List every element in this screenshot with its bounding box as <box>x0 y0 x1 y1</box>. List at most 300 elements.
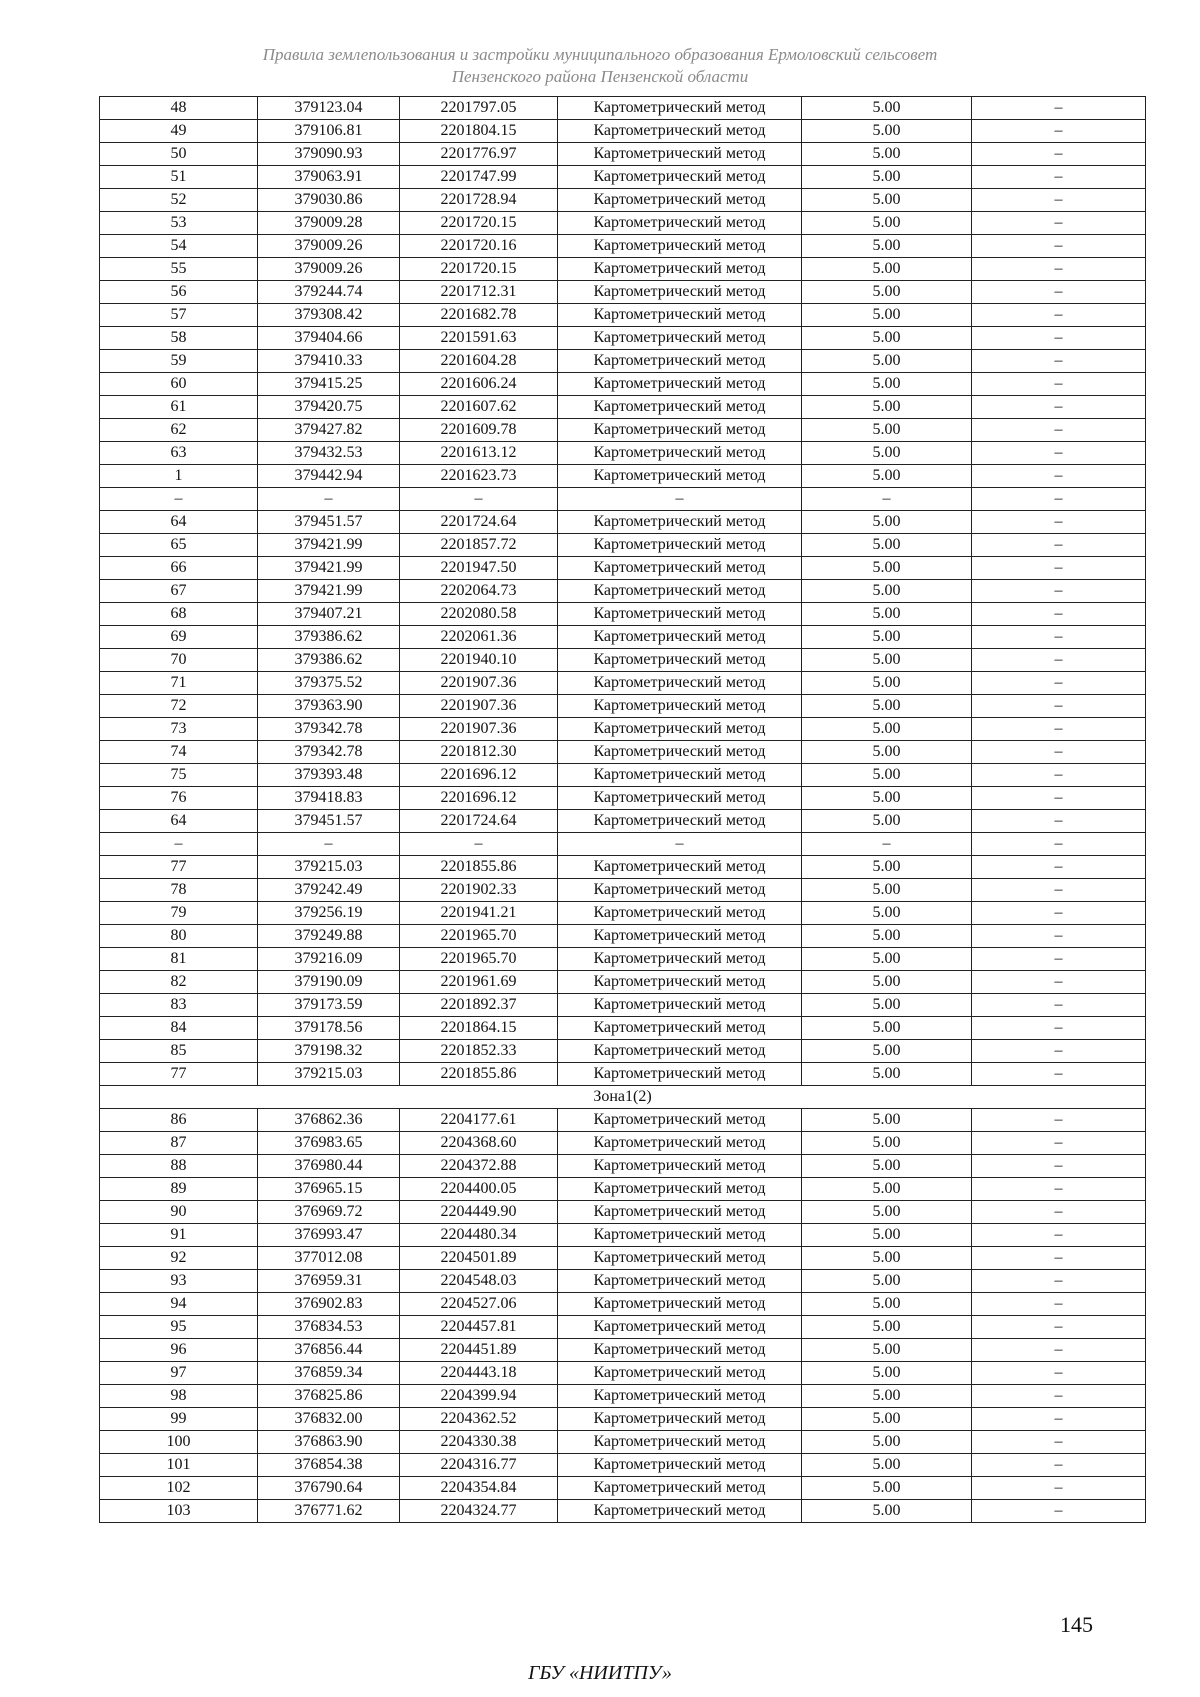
accuracy-cell: 5.00 <box>802 143 972 166</box>
description-cell: – <box>972 994 1146 1017</box>
point-number-cell: 54 <box>100 235 258 258</box>
y-coordinate-cell: 2201724.64 <box>400 810 558 833</box>
point-number-cell: 79 <box>100 902 258 925</box>
point-number-cell: 82 <box>100 971 258 994</box>
y-coordinate-cell: 2204372.88 <box>400 1155 558 1178</box>
description-cell: – <box>972 97 1146 120</box>
point-number-cell: 80 <box>100 925 258 948</box>
table-row <box>100 1477 1146 1500</box>
x-coordinate-cell: 376854.38 <box>258 1454 400 1477</box>
description-cell: – <box>972 948 1146 971</box>
table-row <box>100 603 1146 626</box>
accuracy-cell: 5.00 <box>802 741 972 764</box>
point-number-cell: 52 <box>100 189 258 212</box>
point-number-cell: 96 <box>100 1339 258 1362</box>
table-row <box>100 1178 1146 1201</box>
accuracy-cell: 5.00 <box>802 166 972 189</box>
y-coordinate-cell: 2201902.33 <box>400 879 558 902</box>
description-cell: – <box>972 1224 1146 1247</box>
x-coordinate-cell: 376959.31 <box>258 1270 400 1293</box>
description-cell: – <box>972 258 1146 281</box>
x-coordinate-cell: 379420.75 <box>258 396 400 419</box>
y-coordinate-cell: 2204527.06 <box>400 1293 558 1316</box>
method-cell: Картометрический метод <box>558 465 802 488</box>
table-row <box>100 396 1146 419</box>
point-number-cell: 101 <box>100 1454 258 1477</box>
accuracy-cell: 5.00 <box>802 695 972 718</box>
method-cell: Картометрический метод <box>558 534 802 557</box>
table-row <box>100 971 1146 994</box>
accuracy-cell: 5.00 <box>802 1201 972 1224</box>
table-row <box>100 902 1146 925</box>
point-number-cell: 103 <box>100 1500 258 1523</box>
x-coordinate-cell: 376862.36 <box>258 1109 400 1132</box>
description-cell: – <box>972 557 1146 580</box>
accuracy-cell: 5.00 <box>802 1063 972 1086</box>
description-cell: – <box>972 120 1146 143</box>
accuracy-cell: 5.00 <box>802 1017 972 1040</box>
method-cell: Картометрический метод <box>558 557 802 580</box>
accuracy-cell: 5.00 <box>802 1270 972 1293</box>
method-cell: Картометрический метод <box>558 1500 802 1523</box>
y-coordinate-cell: 2201947.50 <box>400 557 558 580</box>
method-cell: Картометрический метод <box>558 1017 802 1040</box>
table-row <box>100 557 1146 580</box>
method-cell: Картометрический метод <box>558 189 802 212</box>
y-coordinate-cell: 2201696.12 <box>400 764 558 787</box>
table-row <box>100 304 1146 327</box>
point-number-cell: 89 <box>100 1178 258 1201</box>
method-cell: Картометрический метод <box>558 1477 802 1500</box>
y-coordinate-cell: 2201812.30 <box>400 741 558 764</box>
point-number-cell: – <box>100 488 258 511</box>
description-cell: – <box>972 1017 1146 1040</box>
point-number-cell: 61 <box>100 396 258 419</box>
x-coordinate-cell: 379427.82 <box>258 419 400 442</box>
x-coordinate-cell: – <box>258 833 400 856</box>
header-line-2: Пензенского района Пензенской области <box>451 67 749 86</box>
description-cell: – <box>972 1339 1146 1362</box>
point-number-cell: 92 <box>100 1247 258 1270</box>
description-cell: – <box>972 442 1146 465</box>
accuracy-cell: 5.00 <box>802 925 972 948</box>
table-row <box>100 1132 1146 1155</box>
x-coordinate-cell: 379178.56 <box>258 1017 400 1040</box>
accuracy-cell: 5.00 <box>802 902 972 925</box>
accuracy-cell: 5.00 <box>802 649 972 672</box>
description-cell: – <box>972 488 1146 511</box>
method-cell: Картометрический метод <box>558 1339 802 1362</box>
x-coordinate-cell: 379418.83 <box>258 787 400 810</box>
accuracy-cell: 5.00 <box>802 764 972 787</box>
description-cell: – <box>972 603 1146 626</box>
x-coordinate-cell: 379242.49 <box>258 879 400 902</box>
accuracy-cell: 5.00 <box>802 1339 972 1362</box>
point-number-cell: 102 <box>100 1477 258 1500</box>
y-coordinate-cell: 2201797.05 <box>400 97 558 120</box>
description-cell: – <box>972 741 1146 764</box>
method-cell: Картометрический метод <box>558 1178 802 1201</box>
accuracy-cell: 5.00 <box>802 1155 972 1178</box>
x-coordinate-cell: 379451.57 <box>258 810 400 833</box>
point-number-cell: 51 <box>100 166 258 189</box>
accuracy-cell: 5.00 <box>802 1109 972 1132</box>
header-line-1: Правила землепользования и застройки муниципального образования Ермоловский сельсовет <box>262 45 938 64</box>
table-row <box>100 1063 1146 1086</box>
description-cell: – <box>972 1247 1146 1270</box>
point-number-cell: 64 <box>100 511 258 534</box>
method-cell: Картометрический метод <box>558 649 802 672</box>
x-coordinate-cell: 376965.15 <box>258 1178 400 1201</box>
point-number-cell: 77 <box>100 1063 258 1086</box>
y-coordinate-cell: 2204330.38 <box>400 1431 558 1454</box>
table-row <box>100 1155 1146 1178</box>
description-cell: – <box>972 304 1146 327</box>
table-row <box>100 97 1146 120</box>
x-coordinate-cell: 379421.99 <box>258 534 400 557</box>
y-coordinate-cell: 2201855.86 <box>400 856 558 879</box>
table-row <box>100 718 1146 741</box>
description-cell: – <box>972 1500 1146 1523</box>
point-number-cell: 72 <box>100 695 258 718</box>
accuracy-cell: 5.00 <box>802 419 972 442</box>
description-cell: – <box>972 1155 1146 1178</box>
table-row <box>100 419 1146 442</box>
y-coordinate-cell: 2204362.52 <box>400 1408 558 1431</box>
method-cell: Картометрический метод <box>558 1224 802 1247</box>
table-row <box>100 1385 1146 1408</box>
description-cell: – <box>972 787 1146 810</box>
y-coordinate-cell: 2201776.97 <box>400 143 558 166</box>
accuracy-cell: 5.00 <box>802 787 972 810</box>
accuracy-cell: 5.00 <box>802 1500 972 1523</box>
accuracy-cell: 5.00 <box>802 879 972 902</box>
method-cell: Картометрический метод <box>558 1109 802 1132</box>
description-cell: – <box>972 1431 1146 1454</box>
point-number-cell: 64 <box>100 810 258 833</box>
x-coordinate-cell: 379421.99 <box>258 580 400 603</box>
table-row <box>100 143 1146 166</box>
x-coordinate-cell: 379432.53 <box>258 442 400 465</box>
accuracy-cell: 5.00 <box>802 442 972 465</box>
method-cell: – <box>558 488 802 511</box>
description-cell: – <box>972 396 1146 419</box>
method-cell: Картометрический метод <box>558 212 802 235</box>
description-cell: – <box>972 1385 1146 1408</box>
accuracy-cell: 5.00 <box>802 626 972 649</box>
method-cell: Картометрический метод <box>558 856 802 879</box>
y-coordinate-cell: 2204548.03 <box>400 1270 558 1293</box>
accuracy-cell: 5.00 <box>802 603 972 626</box>
y-coordinate-cell: 2201720.15 <box>400 212 558 235</box>
x-coordinate-cell: 379442.94 <box>258 465 400 488</box>
method-cell: Картометрический метод <box>558 120 802 143</box>
y-coordinate-cell: 2204449.90 <box>400 1201 558 1224</box>
accuracy-cell: 5.00 <box>802 327 972 350</box>
table-row <box>100 350 1146 373</box>
accuracy-cell: 5.00 <box>802 948 972 971</box>
description-cell: – <box>972 672 1146 695</box>
description-cell: – <box>972 1293 1146 1316</box>
method-cell: Картометрический метод <box>558 1155 802 1178</box>
x-coordinate-cell: 379407.21 <box>258 603 400 626</box>
description-cell: – <box>972 327 1146 350</box>
y-coordinate-cell: 2201607.62 <box>400 396 558 419</box>
zone-row <box>100 1086 1146 1109</box>
point-number-cell: 90 <box>100 1201 258 1224</box>
method-cell: Картометрический метод <box>558 1362 802 1385</box>
accuracy-cell: 5.00 <box>802 1477 972 1500</box>
table-row <box>100 787 1146 810</box>
point-number-cell: 68 <box>100 603 258 626</box>
table-row <box>100 1431 1146 1454</box>
y-coordinate-cell: 2201892.37 <box>400 994 558 1017</box>
description-cell: – <box>972 235 1146 258</box>
method-cell: Картометрический метод <box>558 810 802 833</box>
y-coordinate-cell: 2204354.84 <box>400 1477 558 1500</box>
table-row <box>100 764 1146 787</box>
method-cell: Картометрический метод <box>558 419 802 442</box>
description-cell: – <box>972 373 1146 396</box>
y-coordinate-cell: 2204457.81 <box>400 1316 558 1339</box>
method-cell: Картометрический метод <box>558 580 802 603</box>
accuracy-cell: 5.00 <box>802 971 972 994</box>
accuracy-cell: 5.00 <box>802 1362 972 1385</box>
method-cell: Картометрический метод <box>558 304 802 327</box>
point-number-cell: 87 <box>100 1132 258 1155</box>
point-number-cell: 70 <box>100 649 258 672</box>
point-number-cell: 58 <box>100 327 258 350</box>
x-coordinate-cell: 379009.28 <box>258 212 400 235</box>
point-number-cell: 50 <box>100 143 258 166</box>
accuracy-cell: 5.00 <box>802 373 972 396</box>
table-row <box>100 120 1146 143</box>
point-number-cell: 48 <box>100 97 258 120</box>
table-row <box>100 856 1146 879</box>
x-coordinate-cell: 376825.86 <box>258 1385 400 1408</box>
coordinates-table <box>99 96 1146 1523</box>
accuracy-cell: 5.00 <box>802 534 972 557</box>
table-row <box>100 442 1146 465</box>
method-cell: Картометрический метод <box>558 327 802 350</box>
description-cell: – <box>972 281 1146 304</box>
method-cell: Картометрический метод <box>558 948 802 971</box>
method-cell: Картометрический метод <box>558 787 802 810</box>
description-cell: – <box>972 580 1146 603</box>
accuracy-cell: 5.00 <box>802 97 972 120</box>
x-coordinate-cell: – <box>258 488 400 511</box>
table-row <box>100 488 1146 511</box>
accuracy-cell: 5.00 <box>802 1132 972 1155</box>
y-coordinate-cell: 2204400.05 <box>400 1178 558 1201</box>
y-coordinate-cell: 2201907.36 <box>400 718 558 741</box>
table-row <box>100 925 1146 948</box>
x-coordinate-cell: 376993.47 <box>258 1224 400 1247</box>
accuracy-cell: 5.00 <box>802 672 972 695</box>
method-cell: Картометрический метод <box>558 396 802 419</box>
table-row <box>100 626 1146 649</box>
table-row <box>100 327 1146 350</box>
description-cell: – <box>972 1178 1146 1201</box>
method-cell: Картометрический метод <box>558 626 802 649</box>
description-cell: – <box>972 902 1146 925</box>
x-coordinate-cell: 377012.08 <box>258 1247 400 1270</box>
point-number-cell: 98 <box>100 1385 258 1408</box>
accuracy-cell: 5.00 <box>802 465 972 488</box>
point-number-cell: 75 <box>100 764 258 787</box>
y-coordinate-cell: 2201591.63 <box>400 327 558 350</box>
y-coordinate-cell: 2201852.33 <box>400 1040 558 1063</box>
y-coordinate-cell: 2201720.15 <box>400 258 558 281</box>
method-cell: Картометрический метод <box>558 166 802 189</box>
point-number-cell: 59 <box>100 350 258 373</box>
x-coordinate-cell: 379308.42 <box>258 304 400 327</box>
accuracy-cell: 5.00 <box>802 120 972 143</box>
x-coordinate-cell: 379190.09 <box>258 971 400 994</box>
method-cell: Картометрический метод <box>558 442 802 465</box>
y-coordinate-cell: – <box>400 833 558 856</box>
x-coordinate-cell: 379009.26 <box>258 258 400 281</box>
point-number-cell: 88 <box>100 1155 258 1178</box>
point-number-cell: 83 <box>100 994 258 1017</box>
table-row <box>100 189 1146 212</box>
y-coordinate-cell: 2201609.78 <box>400 419 558 442</box>
table-row <box>100 235 1146 258</box>
description-cell: – <box>972 1477 1146 1500</box>
coordinates-table-body <box>100 97 1146 1523</box>
accuracy-cell: 5.00 <box>802 856 972 879</box>
y-coordinate-cell: 2201965.70 <box>400 925 558 948</box>
description-cell: – <box>972 1454 1146 1477</box>
accuracy-cell: 5.00 <box>802 718 972 741</box>
accuracy-cell: 5.00 <box>802 1293 972 1316</box>
point-number-cell: 62 <box>100 419 258 442</box>
x-coordinate-cell: 376863.90 <box>258 1431 400 1454</box>
method-cell: Картометрический метод <box>558 97 802 120</box>
point-number-cell: 84 <box>100 1017 258 1040</box>
point-number-cell: 56 <box>100 281 258 304</box>
description-cell: – <box>972 534 1146 557</box>
description-cell: – <box>972 1040 1146 1063</box>
point-number-cell: 100 <box>100 1431 258 1454</box>
accuracy-cell: 5.00 <box>802 281 972 304</box>
description-cell: – <box>972 1063 1146 1086</box>
table-row <box>100 1500 1146 1523</box>
accuracy-cell: 5.00 <box>802 1247 972 1270</box>
method-cell: Картометрический метод <box>558 1063 802 1086</box>
accuracy-cell: 5.00 <box>802 1178 972 1201</box>
x-coordinate-cell: 379216.09 <box>258 948 400 971</box>
table-row <box>100 672 1146 695</box>
x-coordinate-cell: 379256.19 <box>258 902 400 925</box>
method-cell: Картометрический метод <box>558 1316 802 1339</box>
y-coordinate-cell: 2201728.94 <box>400 189 558 212</box>
method-cell: Картометрический метод <box>558 143 802 166</box>
description-cell: – <box>972 189 1146 212</box>
description-cell: – <box>972 718 1146 741</box>
x-coordinate-cell: 379106.81 <box>258 120 400 143</box>
description-cell: – <box>972 511 1146 534</box>
x-coordinate-cell: 376983.65 <box>258 1132 400 1155</box>
x-coordinate-cell: 376902.83 <box>258 1293 400 1316</box>
method-cell: Картометрический метод <box>558 1385 802 1408</box>
point-number-cell: 91 <box>100 1224 258 1247</box>
point-number-cell: 65 <box>100 534 258 557</box>
accuracy-cell: 5.00 <box>802 396 972 419</box>
y-coordinate-cell: 2201712.31 <box>400 281 558 304</box>
y-coordinate-cell: 2201623.73 <box>400 465 558 488</box>
description-cell: – <box>972 971 1146 994</box>
method-cell: Картометрический метод <box>558 741 802 764</box>
method-cell: Картометрический метод <box>558 994 802 1017</box>
y-coordinate-cell: 2201696.12 <box>400 787 558 810</box>
y-coordinate-cell: 2201857.72 <box>400 534 558 557</box>
accuracy-cell: 5.00 <box>802 1408 972 1431</box>
y-coordinate-cell: 2201864.15 <box>400 1017 558 1040</box>
x-coordinate-cell: 379375.52 <box>258 672 400 695</box>
table-row <box>100 649 1146 672</box>
point-number-cell: 99 <box>100 1408 258 1431</box>
method-cell: Картометрический метод <box>558 1201 802 1224</box>
description-cell: – <box>972 695 1146 718</box>
accuracy-cell: 5.00 <box>802 235 972 258</box>
point-number-cell: 86 <box>100 1109 258 1132</box>
description-cell: – <box>972 1132 1146 1155</box>
y-coordinate-cell: 2201940.10 <box>400 649 558 672</box>
page-number: 145 <box>1060 1612 1093 1637</box>
x-coordinate-cell: 379063.91 <box>258 166 400 189</box>
x-coordinate-cell: 376980.44 <box>258 1155 400 1178</box>
y-coordinate-cell: 2201855.86 <box>400 1063 558 1086</box>
point-number-cell: 69 <box>100 626 258 649</box>
description-cell: – <box>972 856 1146 879</box>
accuracy-cell: 5.00 <box>802 1454 972 1477</box>
point-number-cell: 76 <box>100 787 258 810</box>
y-coordinate-cell: – <box>400 488 558 511</box>
table-row <box>100 166 1146 189</box>
x-coordinate-cell: 379421.99 <box>258 557 400 580</box>
x-coordinate-cell: 379009.26 <box>258 235 400 258</box>
point-number-cell: 67 <box>100 580 258 603</box>
y-coordinate-cell: 2201907.36 <box>400 672 558 695</box>
x-coordinate-cell: 376771.62 <box>258 1500 400 1523</box>
x-coordinate-cell: 376859.34 <box>258 1362 400 1385</box>
table-row <box>100 1247 1146 1270</box>
accuracy-cell: 5.00 <box>802 258 972 281</box>
running-header <box>100 44 1100 88</box>
accuracy-cell: 5.00 <box>802 1316 972 1339</box>
y-coordinate-cell: 2201720.16 <box>400 235 558 258</box>
accuracy-cell: 5.00 <box>802 304 972 327</box>
point-number-cell: 81 <box>100 948 258 971</box>
method-cell: Картометрический метод <box>558 1431 802 1454</box>
description-cell: – <box>972 810 1146 833</box>
point-number-cell: 55 <box>100 258 258 281</box>
table-row <box>100 741 1146 764</box>
x-coordinate-cell: 379415.25 <box>258 373 400 396</box>
x-coordinate-cell: 379342.78 <box>258 741 400 764</box>
table-row <box>100 1224 1146 1247</box>
accuracy-cell: 5.00 <box>802 189 972 212</box>
y-coordinate-cell: 2201604.28 <box>400 350 558 373</box>
x-coordinate-cell: 379030.86 <box>258 189 400 212</box>
x-coordinate-cell: 379249.88 <box>258 925 400 948</box>
method-cell: Картометрический метод <box>558 925 802 948</box>
table-row <box>100 1017 1146 1040</box>
description-cell: – <box>972 166 1146 189</box>
point-number-cell: 95 <box>100 1316 258 1339</box>
table-row <box>100 580 1146 603</box>
